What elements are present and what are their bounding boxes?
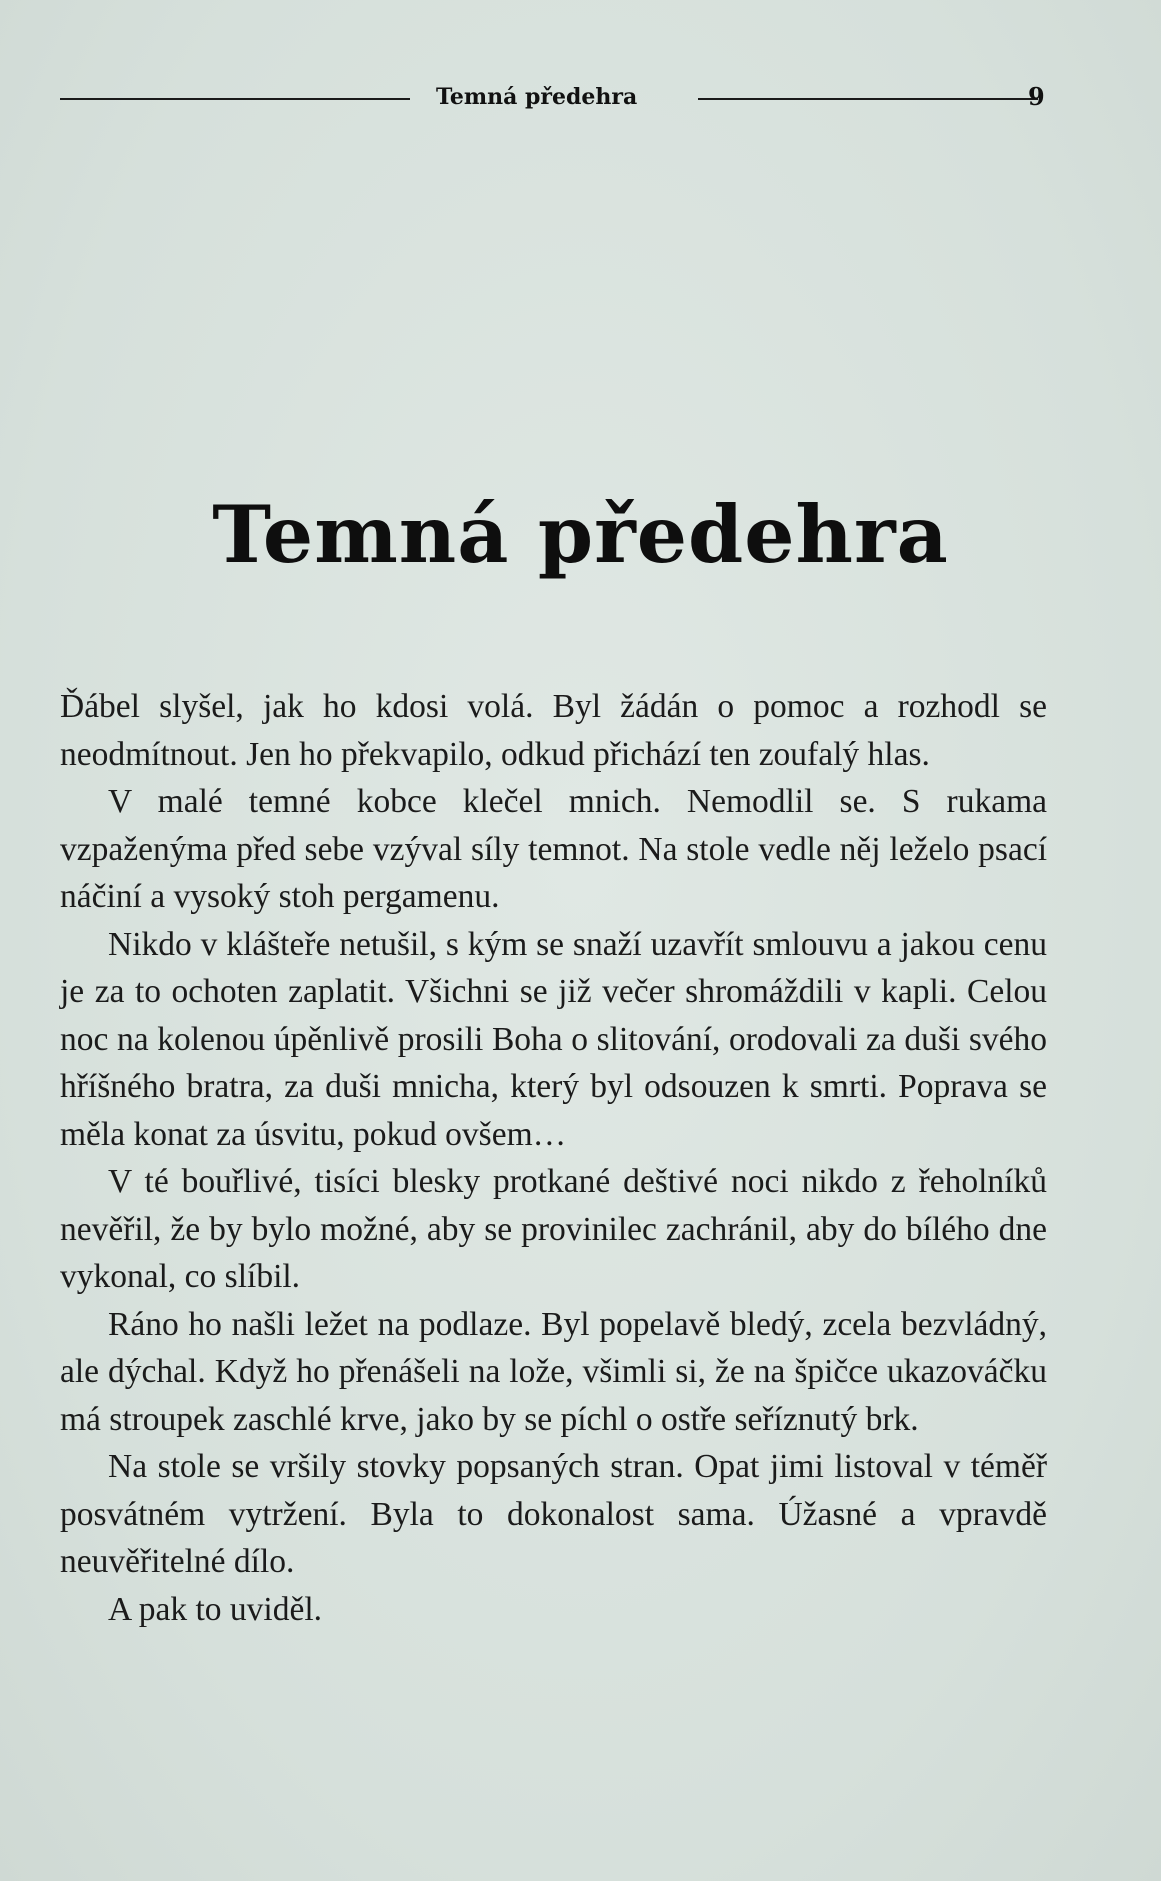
running-header-title: Temná předehra (436, 84, 638, 110)
paragraph: V malé temné kobce klečel mnich. Nemodlil se. S rukama vzpaženýma před sebe vzýval síly temnot. Na stole vedle něj leželo psací náčiní a vysoký stoh pergamenu. (60, 783, 1047, 915)
header-rule-left (60, 98, 410, 100)
header-rule-right (698, 98, 1038, 100)
paragraph: Ráno ho našli ležet na podlaze. Byl popelavě bledý, zcela bezvládný, ale dýchal. Když ho přenášeli na lože, všimli si, že na špičce ukazováčku má stroupek zaschlé krve, jako by se píchl o ostře seříznutý brk. (60, 1305, 1047, 1438)
chapter-title: Temná předehra (212, 488, 949, 581)
paragraph: Nikdo v klášteře netušil, s kým se snaží uzavřít smlouvu a jakou cenu je za to ochoten zaplatit. Všichni se již večer shromáždili v kapli. Celou noc na kolenou úpěnlivě prosili Boha o slitování, orodovali za duši svého hříšného bratra, za duši mnicha, který byl odsouzen k smrti. Poprava se měla konat za úsvitu, pokud ovšem… (60, 925, 1047, 1153)
paragraph: A pak to uviděl. (108, 1590, 323, 1628)
chapter-body (60, 683, 1047, 1633)
paragraph: Na stole se vršily stovky popsaných stran. Opat jimi listoval v téměř posvátném vytržení. Byla to dokonalost sama. Úžasné a vpravdě neuvěřitelné dílo. (60, 1448, 1047, 1580)
page-number: 9 (1028, 82, 1045, 111)
paragraph: Ďábel slyšel, jak ho kdosi volá. Byl žádán o pomoc a rozhodl se neodmítnout. Jen ho překvapilo, odkud přichází ten zoufalý hlas. (60, 688, 1047, 773)
paragraph: V té bouřlivé, tisíci blesky protkané deštivé noci nikdo z řeholníků nevěřil, že by bylo možné, aby se provinilec zachránil, aby do bílého dne vykonal, co slíbil. (60, 1163, 1047, 1295)
running-header (60, 82, 1050, 124)
